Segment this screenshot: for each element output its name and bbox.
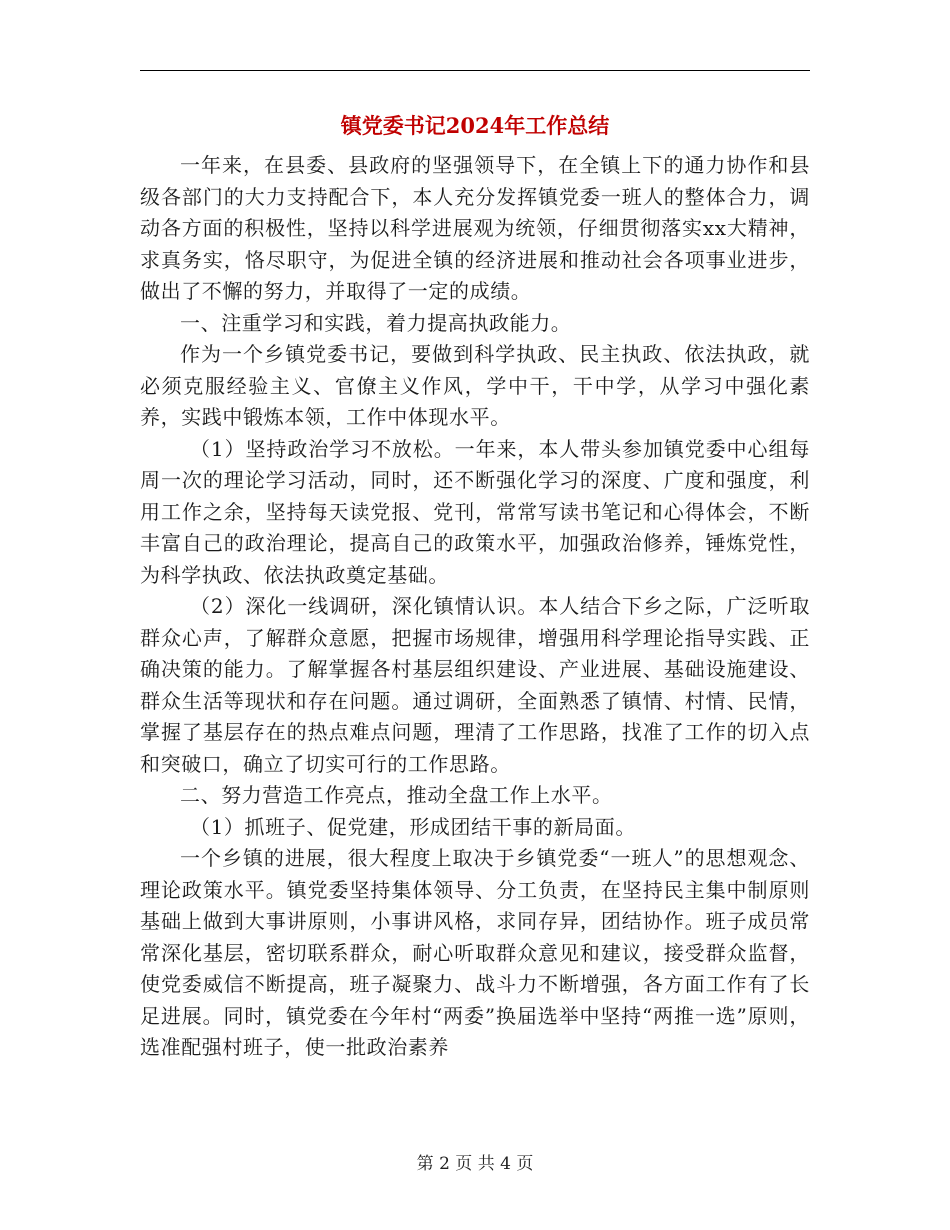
- document-body: [140, 150, 810, 1064]
- paragraph-item-1-1: （1）坚持政治学习不放松。一年来，本人带头参加镇党委中心组每周一次的理论学习活动，同时，还不断强化学习的深度、广度和强度，利用工作之余，坚持每天读党报、党刊，常常写读书笔记和心得体会，不断丰富自己的政治理论，提高自己的政策水平，加强政治修养，锤炼党性，为科学执政、依法执政奠定基础。: [140, 436, 810, 587]
- section-heading-2: 二、努力营造工作亮点，推动全盘工作上水平。: [180, 783, 613, 807]
- page-number: 第 2 页 共 4 页: [416, 1154, 534, 1174]
- paragraph-section-1: 作为一个乡镇党委书记，要做到科学执政、民主执政、依法执政，就必须克服经验主义、官僚主义作风，学中干，干中学，从学习中强化素养，实践中锻炼本领，工作中体现水平。: [140, 342, 810, 429]
- section-heading-1: 一、注重学习和实践，着力提高执政能力。: [180, 310, 572, 335]
- paragraph-section-2: 一个乡镇的进展，很大程度上取决于乡镇党委“一班人”的思想观念、理论政策水平。镇党委坚持集体领导、分工负责，在坚持民主集中制原则基础上做到大事讲原则，小事讲风格，求同存异，团结协作。班子成员常常深化基层，密切联系群众，耐心听取群众意见和建议，接受群众监督，使党委威信不断提高，班子凝聚力、战斗力不断增强，各方面工作有了长足进展。同时，镇党委在今年村“两委”换届选举中坚持“两推一选”原则，选准配强村班子，使一批政治素养: [140, 846, 810, 1059]
- subheading-2-1: （1）抓班子、促党建，形成团结干事的新局面。: [190, 814, 636, 839]
- document-title: 镇党委书记2024年工作总结: [340, 113, 610, 138]
- paragraph-intro: 一年来，在县委、县政府的坚强领导下，在全镇上下的通力协作和县级各部门的大力支持配合下，本人充分发挥镇党委一班人的整体合力，调动各方面的积极性，坚持以科学进展观为统领，仔细贯彻落实xx大精神，求真务实，恪尽职守，为促进全镇的经济进展和推动社会各项事业进步，做出了不懈的努力，并取得了一定的成绩。: [140, 153, 810, 303]
- paragraph-item-1-2: （2）深化一线调研，深化镇情认识。本人结合下乡之际，广泛听取群众心声，了解群众意愿，把握市场规律，增强用科学理论指导实践、正确决策的能力。了解掌握各村基层组织建设、产业进展、基础设施建设、群众生活等现状和存在问题。通过调研，全面熟悉了镇情、村情、民情，掌握了基层存在的热点难点问题，理清了工作思路，找准了工作的切入点和突破口，确立了切实可行的工作思路。: [140, 594, 810, 776]
- header-rule: [140, 70, 810, 71]
